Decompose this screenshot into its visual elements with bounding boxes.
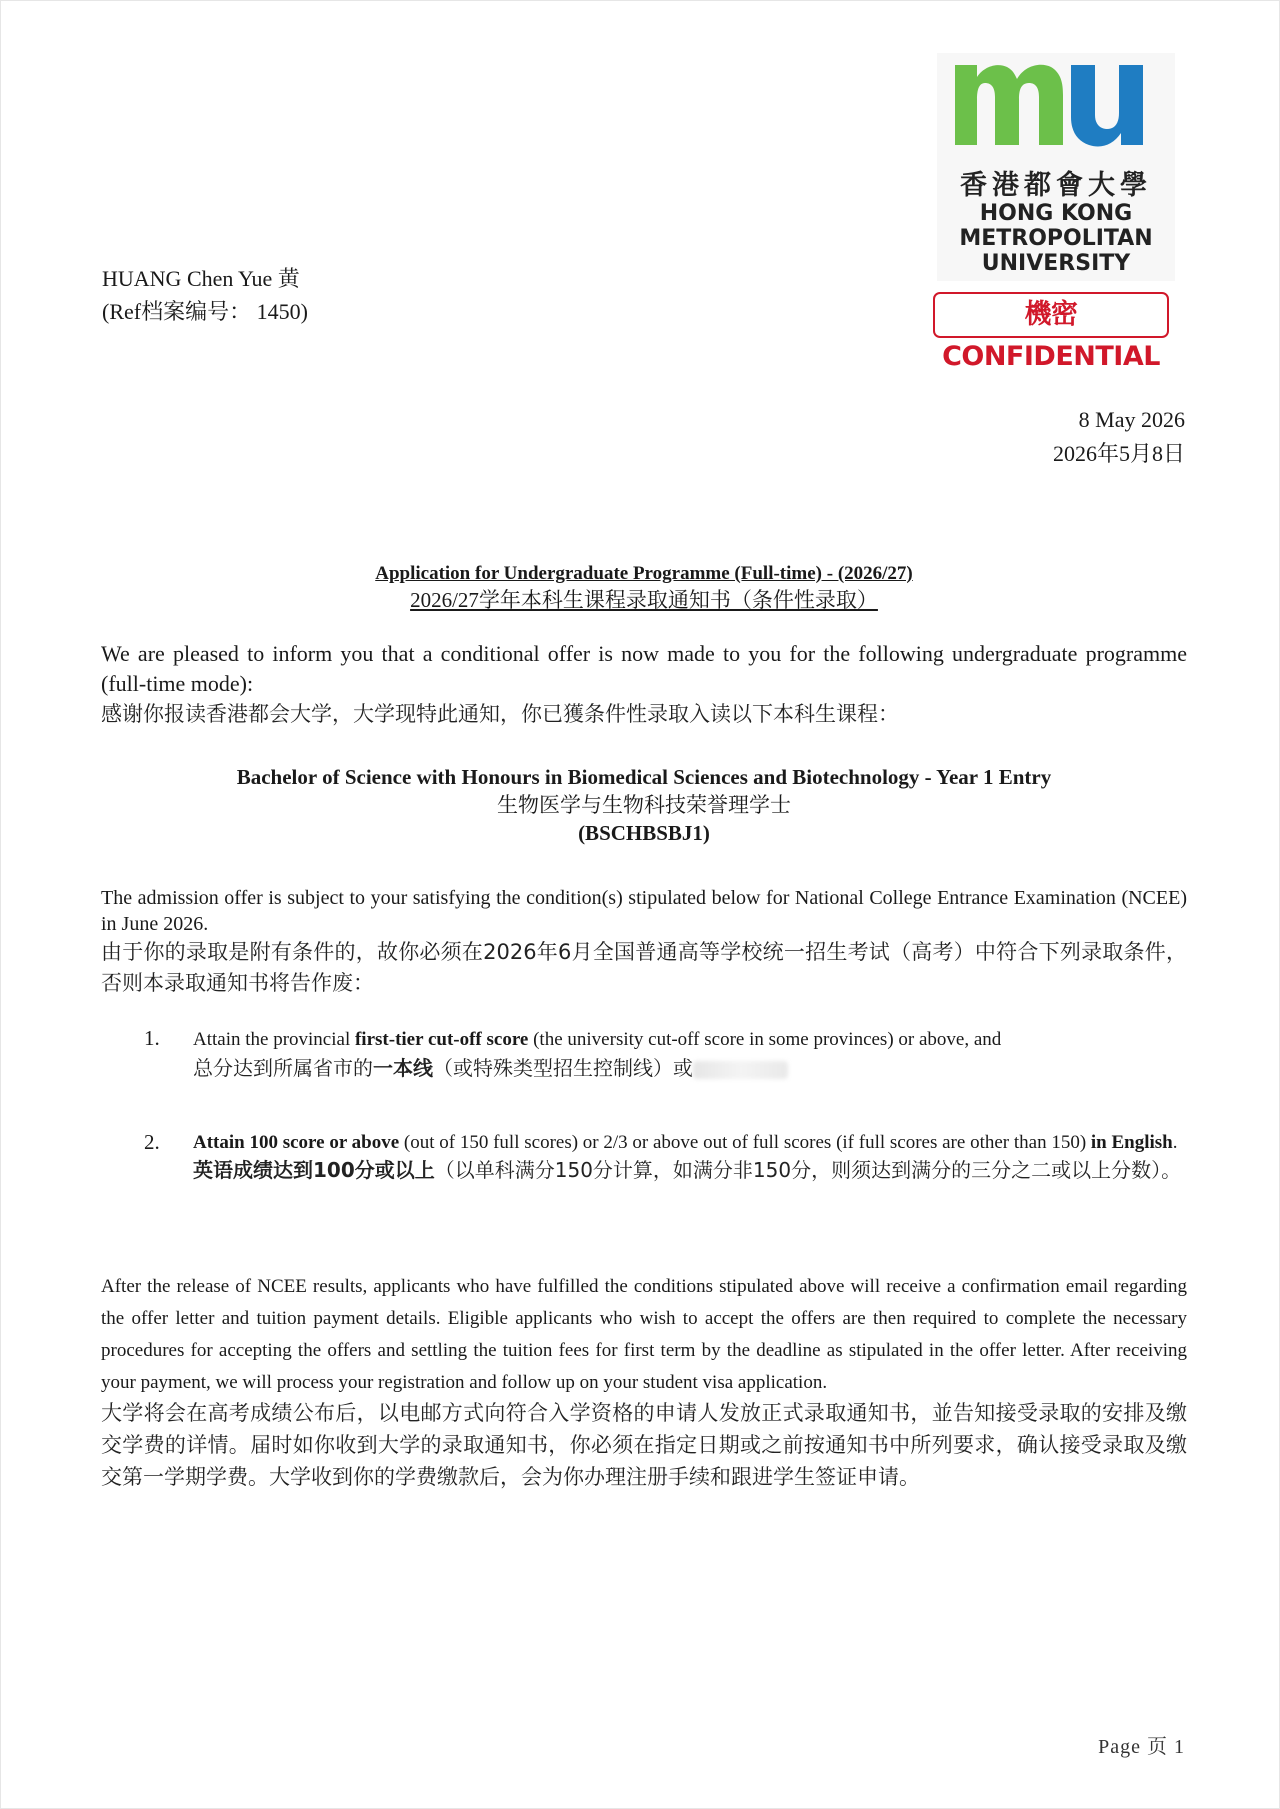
condition-item-2 <box>144 1130 1187 1184</box>
condition-english <box>193 1026 1187 1054</box>
date-chinese: 2026年5月8日 <box>1052 441 1185 466</box>
recipient-block <box>102 262 308 328</box>
mu-logo-mark <box>955 57 1159 157</box>
condition-number: 2. <box>144 1130 160 1154</box>
page-number: Page 页 1 <box>1098 1736 1185 1758</box>
programme-name-chinese: 生物医学与生物科技荣誉理学士 <box>497 793 791 817</box>
condition-text: . <box>1172 1132 1178 1153</box>
programme-name-english: Bachelor of Science with Honours in Biomedical Sciences and Biotechnology - Year 1 Entry <box>236 765 1052 789</box>
title-chinese: 2026/27学年本科生课程录取通知书（条件性录取） <box>410 588 878 612</box>
university-logo <box>937 53 1175 281</box>
closing-english: After the release of NCEE results, applicants who have fulfilled the conditions stipulated above will receive a confirmation email regarding the offer letter and tuition payment details. Eligible applicants who wish to accept the offers are then required to complete the necessary procedures for accepting the offers and settling the tuition fees for first term by the deadline as stipulated in the offer letter. After receiving your payment, we will process your registration and follow up on your student visa application. <box>101 1276 1187 1393</box>
condition-english <box>193 1130 1187 1156</box>
admission-paragraph <box>101 885 1187 999</box>
logo-english-line-1: HONG KONG <box>979 201 1133 226</box>
intro-english: We are pleased to inform you that a conditional offer is now made to you for the following undergraduate programme (full-time mode): <box>101 641 1187 696</box>
condition-emphasis: Attain 100 score or above <box>193 1132 400 1153</box>
condition-text: （以单科满分150分计算，如满分非150分，则须达到满分的三分之二或以上分数）。 <box>434 1158 1182 1182</box>
letter-date <box>1053 403 1185 471</box>
closing-chinese: 大学将会在高考成绩公布后，以电邮方式向符合入学资格的申请人发放正式录取通知书，並告知接受录取的安排及缴交学费的详情。届时如你收到大学的录取通知书，你必须在指定日期或之前按通知书中所列要求，确认接受录取及缴交第一学期学费。大学收到你的学费缴款后，会为你办理注册手续和跟进学生签证申请。 <box>101 1401 1187 1489</box>
confidential-stamp: 機密CONFIDENTIAL <box>933 292 1169 338</box>
condition-text: (out of 150 full scores) or 2/3 or above out of full scores (if full scores are other than 150) <box>403 1132 1087 1153</box>
condition-text: (the university cut-off score in some provinces) or above, and <box>533 1029 1002 1050</box>
condition-item-1 <box>144 1026 1187 1082</box>
condition-chinese <box>193 1054 1187 1082</box>
admission-english: The admission offer is subject to your satisfying the condition(s) stipulated below for National College Entrance Examination (NCEE) in June 2026. <box>101 887 1187 935</box>
programme-code: (BSCHBSBJ1) <box>578 821 710 845</box>
logo-english-line-3: UNIVERSITY <box>981 251 1131 276</box>
condition-text: 总分达到所属省市的 <box>193 1056 373 1080</box>
intro-paragraph <box>101 639 1187 729</box>
redacted-text <box>693 1061 788 1079</box>
date-english: 8 May 2026 <box>1078 407 1185 432</box>
condition-number: 1. <box>144 1026 160 1050</box>
letter-title <box>101 561 1187 613</box>
recipient-name: HUANG Chen Yue 黄 <box>102 266 300 291</box>
logo-english-line-2: METROPOLITAN <box>959 226 1153 251</box>
condition-text: （或特殊类型招生控制线）或 <box>433 1056 693 1080</box>
programme-block <box>101 763 1187 847</box>
condition-emphasis: in English <box>1090 1132 1173 1153</box>
condition-emphasis: first-tier cut-off score <box>354 1029 529 1050</box>
logo-chinese-name: 香港都會大學 <box>960 170 1152 201</box>
reference-number: (Ref档案编号： 1450) <box>102 299 308 324</box>
title-english: Application for Undergraduate Programme (Full-time) - (2026/27) <box>375 563 913 584</box>
condition-emphasis: 一本线 <box>373 1056 433 1080</box>
admission-chinese: 由于你的录取是附有条件的，故你必须在2026年6月全国普通高等学校统一招生考试（高考）中符合下列录取条件，否则本录取通知书将告作废： <box>101 940 1187 995</box>
intro-chinese: 感谢你报读香港都会大学，大学现特此通知，你已獲条件性录取入读以下本科生课程： <box>101 702 899 726</box>
closing-paragraph <box>101 1271 1187 1493</box>
condition-emphasis: 英语成绩达到100分或以上 <box>193 1158 435 1182</box>
condition-text: Attain the provincial <box>193 1029 351 1050</box>
condition-chinese <box>193 1156 1187 1184</box>
